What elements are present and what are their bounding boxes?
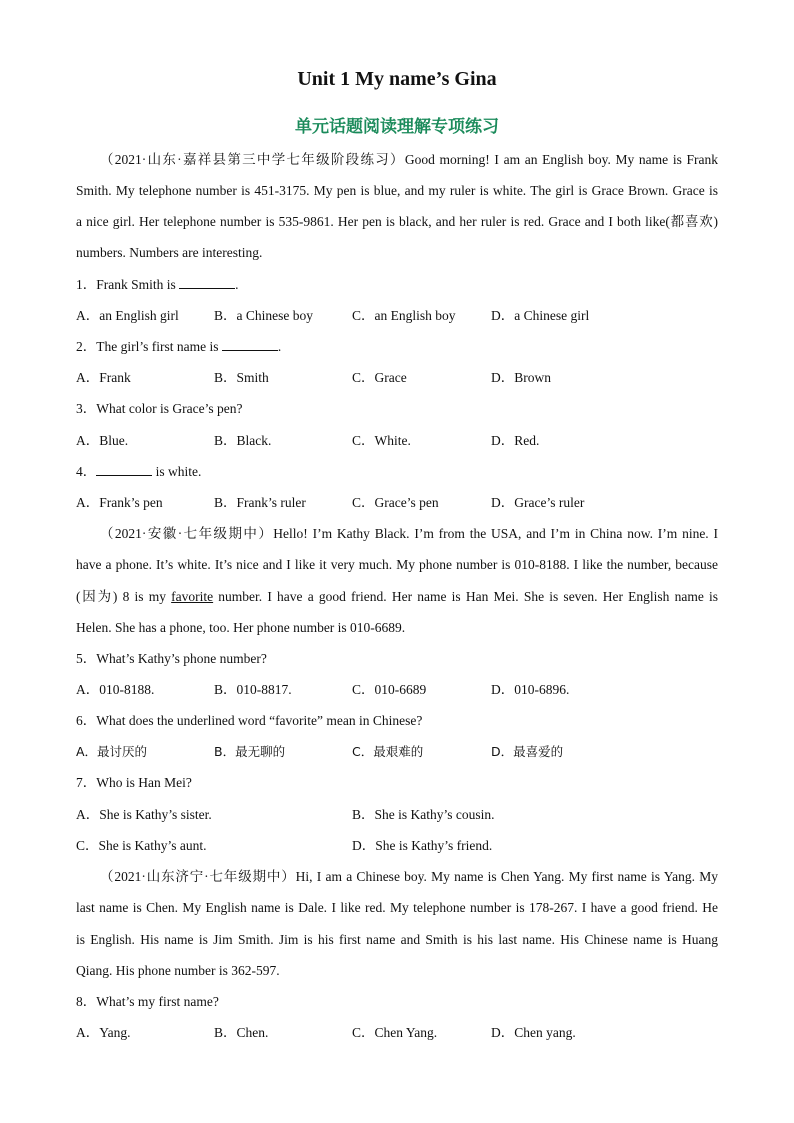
question-2-end: . <box>277 339 282 354</box>
question-7: 7．Who is Han Mei? <box>76 775 192 790</box>
question-4-number: 4． <box>76 464 97 479</box>
question-5: 5．What’s Kathy’s phone number? <box>76 651 267 666</box>
passage-3-line: last name is Chen. My English name is Dale. I like red. My telephone number is 178-267. I have a good friend. He <box>76 900 718 915</box>
option-b: B．a Chinese boy <box>214 308 313 323</box>
passage-2-text: (因为) 8 is my <box>76 589 172 604</box>
option-b: B．Smith <box>214 370 269 385</box>
option-a: A．010-8188. <box>76 682 155 697</box>
question-3: 3．What color is Grace’s pen? <box>76 401 243 416</box>
option-d: D．Chen yang. <box>491 1025 576 1040</box>
passage-2-line: Helen. She has a phone, too. Her phone number is 010-6689. <box>76 620 406 635</box>
option-b: B．Frank’s ruler <box>214 495 306 510</box>
passage-2-line: have a phone. It’s white. It’s nice and I like it very much. My phone number is 010-8188. I like the number, because <box>76 557 718 572</box>
option-d: D．She is Kathy’s friend. <box>352 838 493 853</box>
option-d: D．a Chinese girl <box>491 308 590 323</box>
underlined-word: favorite <box>171 589 214 604</box>
option-a: A．She is Kathy’s sister. <box>76 807 212 822</box>
passage-1-line: （2021·山东·嘉祥县第三中学七年级阶段练习）Good morning! I am an English boy. My name is Frank <box>100 152 718 167</box>
option-a: A．Frank’s pen <box>76 495 163 510</box>
option-c: C．最艰难的 <box>352 744 424 759</box>
option-b: B．Black. <box>214 433 272 448</box>
passage-2-line: （2021·安徽·七年级期中）Hello! I’m Kathy Black. I’m from the USA, and I’m in China now. I’m nine. I <box>100 526 718 541</box>
option-c: C．an English boy <box>352 308 456 323</box>
question-4 <box>76 462 201 482</box>
option-c: C．Chen Yang. <box>352 1025 438 1040</box>
question-8: 8．What’s my first name? <box>76 994 219 1009</box>
question-1-end: . <box>235 277 239 292</box>
question-6: 6．What does the underlined word “favorite” mean in Chinese? <box>76 713 423 728</box>
answer-blank <box>96 462 152 476</box>
option-d: D．Grace’s ruler <box>491 495 585 510</box>
option-d: D．Brown <box>491 370 551 385</box>
option-a: A．an English girl <box>76 308 179 323</box>
passage-2-text: number. I have a good friend. Her name is Han Mei. She is seven. Her English name is <box>213 589 718 604</box>
question-1-text: 1．Frank Smith is <box>76 277 180 292</box>
option-c: C．Grace <box>352 370 407 385</box>
option-a: A．Blue. <box>76 433 129 448</box>
option-c: C．She is Kathy’s aunt. <box>76 838 207 853</box>
question-2-text: 2．The girl’s first name is <box>76 339 222 354</box>
option-a: A．Frank <box>76 370 131 385</box>
answer-blank <box>222 337 278 351</box>
question-2 <box>76 337 281 357</box>
option-c: C．White. <box>352 433 411 448</box>
passage-1-line: numbers. Numbers are interesting. <box>76 245 263 260</box>
option-d: D．Red. <box>491 433 540 448</box>
option-a: A．最讨厌的 <box>76 744 148 759</box>
option-d: D．010-6896. <box>491 682 570 697</box>
passage-3-line: Qiang. His phone number is 362-597. <box>76 963 280 978</box>
passage-3-line: is English. His name is Jim Smith. Jim is his first name and Smith is his last name. His Chinese name is Huang <box>76 932 718 947</box>
option-d: D．最喜爱的 <box>491 744 564 759</box>
document-title: Unit 1 My name’s Gina <box>297 68 497 90</box>
option-b: B．Chen. <box>214 1025 269 1040</box>
answer-blank <box>179 275 235 289</box>
option-b: B．最无聊的 <box>214 744 286 759</box>
document-subtitle: 单元话题阅读理解专项练习 <box>295 117 499 137</box>
option-c: C．Grace’s pen <box>352 495 439 510</box>
question-4-text: is white. <box>152 464 202 479</box>
passage-2-line <box>76 587 718 607</box>
option-b: B．010-8817. <box>214 682 292 697</box>
passage-3-line: （2021·山东济宁·七年级期中）Hi, I am a Chinese boy. My name is Chen Yang. My first name is Yang. My <box>100 869 718 884</box>
question-1 <box>76 275 239 295</box>
option-a: A．Yang. <box>76 1025 131 1040</box>
passage-1-line: a nice girl. Her telephone number is 535-9861. Her pen is black, and her ruler is red. Grace and I both like(都喜欢) <box>76 214 718 229</box>
passage-1-line: Smith. My telephone number is 451-3175. My pen is blue, and my ruler is white. The girl is Grace Brown. Grace is <box>76 183 718 198</box>
option-b: B．She is Kathy’s cousin. <box>352 807 495 822</box>
option-c: C．010-6689 <box>352 682 427 697</box>
